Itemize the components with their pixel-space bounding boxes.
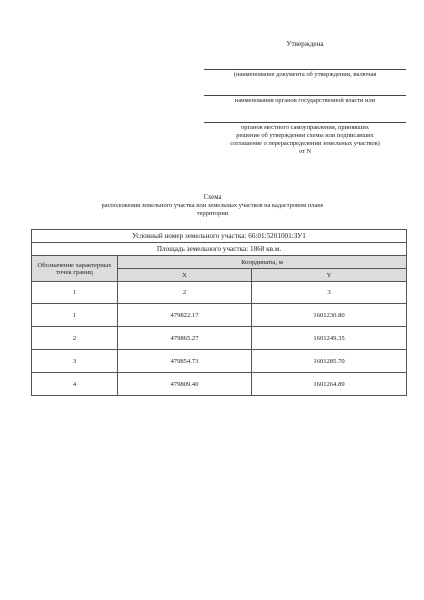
- table-row: [32, 350, 407, 373]
- x-cell: 479854.73: [118, 350, 252, 373]
- approval-line-4: решение об утверждении схемы или подписавших: [236, 131, 374, 139]
- y-cell: 1601264.89: [252, 373, 407, 396]
- schema-line-1: расположения земельного участка или земельных участков на кадастровом плане: [101, 202, 324, 209]
- x-cell: 479809.40: [118, 373, 252, 396]
- parcel-number: Условный номер земельного участка: 66:01:5201001:ЗУ1: [32, 230, 407, 243]
- column-number: 1: [32, 282, 118, 304]
- parcel-area-row: [32, 243, 407, 256]
- x-cell: 479822.17: [118, 304, 252, 327]
- table-row: [32, 304, 407, 327]
- parcel-area: Площадь земельного участка: 1868 кв.м.: [32, 243, 407, 256]
- approval-rule-1: [204, 69, 406, 70]
- approval-line-2: наименования органов государственной власти или: [234, 97, 376, 105]
- y-cell: 1601249.35: [252, 327, 407, 350]
- schema-title: Схема: [203, 194, 222, 201]
- header-point: Обозначение характерных точек границ: [32, 256, 118, 282]
- point-cell: 2: [32, 327, 118, 350]
- header-coords: Координаты, м: [118, 256, 407, 269]
- column-number: 2: [118, 282, 252, 304]
- table-header-row: [32, 256, 407, 269]
- coordinates-table: [31, 229, 407, 396]
- column-number-row: [32, 282, 407, 304]
- y-cell: 1601230.80: [252, 304, 407, 327]
- header-y: Y: [252, 269, 407, 282]
- approval-line-3: органов местного самоуправления, принявших: [241, 123, 369, 131]
- approval-block: [200, 40, 410, 156]
- table-row: [32, 327, 407, 350]
- approval-rule-2: [204, 95, 406, 96]
- approval-line-5: соглашение о перераспределении земельных участков): [230, 140, 380, 148]
- approval-line-1: (наименование документа об утверждении, включая: [233, 71, 377, 79]
- x-cell: 479865.27: [118, 327, 252, 350]
- schema-heading: [60, 194, 365, 218]
- y-cell: 1601285.70: [252, 350, 407, 373]
- table-row: [32, 373, 407, 396]
- point-cell: 4: [32, 373, 118, 396]
- point-cell: 1: [32, 304, 118, 327]
- point-cell: 3: [32, 350, 118, 373]
- approval-rule-3: [204, 122, 406, 123]
- approval-title: Утверждена: [286, 40, 324, 48]
- approval-line-6: от N: [298, 148, 312, 156]
- column-number: 3: [252, 282, 407, 304]
- parcel-number-row: [32, 230, 407, 243]
- schema-line-2: территории: [196, 210, 229, 217]
- header-x: X: [118, 269, 252, 282]
